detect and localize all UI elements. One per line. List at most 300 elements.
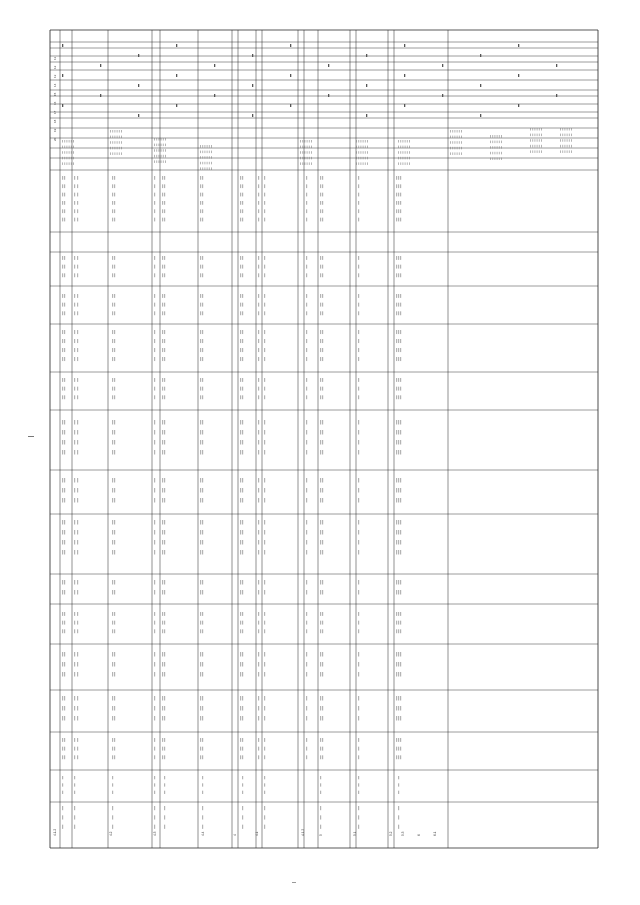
scanned-text-mark <box>398 311 399 315</box>
scanned-text-mark <box>74 662 75 667</box>
scanned-text-mark <box>242 430 243 435</box>
scanned-text-mark <box>258 450 259 455</box>
scanned-text-mark <box>154 783 155 786</box>
scanned-text-mark <box>264 629 265 633</box>
scanned-text-mark <box>306 450 307 455</box>
scanned-text-mark <box>459 130 460 133</box>
scanned-text-mark <box>396 738 397 742</box>
scanned-text-mark <box>204 167 205 170</box>
scanned-text-mark <box>161 155 162 158</box>
scanned-text-mark <box>499 141 500 144</box>
scanned-text-mark <box>202 303 203 307</box>
scanned-text-mark <box>300 140 301 143</box>
scanned-text-mark <box>202 662 203 667</box>
scanned-text-mark <box>358 265 359 269</box>
scanned-text-mark <box>320 716 321 721</box>
scanned-text-mark <box>114 696 115 701</box>
scanned-text-mark <box>530 150 531 153</box>
scanned-text-mark <box>240 590 241 595</box>
scanned-text-mark <box>358 256 359 260</box>
scanned-text-mark <box>264 696 265 701</box>
scanned-text-mark <box>154 747 155 751</box>
scanned-text-mark <box>74 815 75 819</box>
scanned-text-mark <box>112 330 113 334</box>
scanned-text-mark <box>176 44 177 47</box>
scanned-text-mark <box>200 201 201 205</box>
scanned-text-mark <box>202 387 203 391</box>
scanned-text-mark <box>64 706 65 711</box>
scanned-text-mark <box>64 348 65 352</box>
scanned-text-mark <box>242 738 243 742</box>
scanned-text-mark <box>202 430 203 435</box>
scanned-text-mark <box>242 662 243 667</box>
scanned-text-mark <box>300 157 301 160</box>
scanned-text-mark <box>207 156 208 159</box>
scanned-text-mark <box>400 550 401 555</box>
scanned-text-mark <box>398 747 399 751</box>
scanned-text-mark <box>200 378 201 382</box>
scanned-text-mark <box>320 747 321 751</box>
scanned-text-mark <box>398 612 399 616</box>
scanned-text-mark <box>398 478 399 483</box>
scanned-text-mark <box>539 139 540 142</box>
scanned-text-mark <box>240 218 241 222</box>
scanned-text-mark <box>404 104 405 107</box>
scanned-text-mark <box>62 530 63 535</box>
scanned-text-mark <box>74 791 75 794</box>
scanned-text-mark <box>461 147 462 150</box>
scanned-text-mark <box>307 157 308 160</box>
scanned-text-mark <box>202 145 203 148</box>
scanned-text-mark <box>400 440 401 445</box>
scanned-text-mark <box>77 209 78 213</box>
scanned-text-mark <box>154 815 155 819</box>
scanned-text-mark <box>71 162 72 165</box>
scanned-text-mark <box>200 706 201 711</box>
scanned-text-mark <box>571 128 572 131</box>
scanned-text-mark <box>114 612 115 616</box>
scanned-text-mark <box>74 378 75 382</box>
scanned-text-mark <box>304 157 305 160</box>
scanned-text-mark <box>64 621 65 625</box>
scanned-text-mark <box>240 488 241 493</box>
scanned-text-mark <box>164 791 165 794</box>
scanned-text-mark <box>64 311 65 315</box>
scanned-text-mark <box>154 672 155 677</box>
scanned-text-mark <box>69 157 70 160</box>
scanned-text-mark <box>112 348 113 352</box>
scanned-text-mark <box>398 146 399 149</box>
scanned-text-mark <box>322 357 323 361</box>
scanned-text-mark <box>112 806 113 810</box>
scanned-text-mark <box>64 716 65 721</box>
scanned-text-mark <box>77 339 78 343</box>
scanned-text-mark <box>311 146 312 149</box>
scanned-text-mark <box>258 621 259 625</box>
scanned-text-mark <box>400 652 401 657</box>
scanned-text-mark <box>202 755 203 759</box>
scanned-text-mark <box>396 176 397 180</box>
scanned-text-mark <box>62 791 63 794</box>
scanned-text-mark <box>400 256 401 260</box>
scanned-text-mark <box>258 265 259 269</box>
scanned-text-mark <box>320 387 321 391</box>
scanned-text-mark <box>77 176 78 180</box>
scanned-text-mark <box>306 590 307 595</box>
scanned-text-mark <box>112 783 113 786</box>
scanned-text-mark <box>457 141 458 144</box>
scanned-text-mark <box>114 294 115 298</box>
scanned-text-mark <box>62 706 63 711</box>
scanned-text-mark <box>77 590 78 595</box>
scanned-text-mark <box>264 550 265 555</box>
scanned-text-mark <box>114 580 115 585</box>
scanned-text-mark <box>74 395 75 399</box>
scanned-text-mark <box>62 140 63 143</box>
table-header-text <box>53 57 57 141</box>
scanned-text-mark <box>154 716 155 721</box>
scanned-text-mark <box>358 348 359 352</box>
scanned-text-mark <box>202 420 203 425</box>
scanned-text-mark <box>74 590 75 595</box>
scanned-text-mark <box>154 520 155 525</box>
scanned-text-mark <box>77 378 78 382</box>
scanned-text-mark <box>200 294 201 298</box>
scanned-text-mark <box>264 256 265 260</box>
scanned-text-mark <box>200 696 201 701</box>
scanned-text-mark <box>202 294 203 298</box>
scanned-text-mark <box>541 134 542 137</box>
scanned-text-mark <box>112 747 113 751</box>
scanned-text-mark <box>74 550 75 555</box>
scanned-text-mark <box>64 738 65 742</box>
scanned-text-mark <box>398 256 399 260</box>
scanned-text-mark <box>202 311 203 315</box>
scanned-text-mark <box>497 152 498 155</box>
scanned-text-mark <box>112 716 113 721</box>
scanned-text-mark <box>114 672 115 677</box>
scanned-text-mark <box>258 273 259 277</box>
scanned-text-mark <box>164 450 165 455</box>
scanned-text-mark <box>264 488 265 493</box>
scanned-text-mark <box>320 783 321 786</box>
scanned-text-mark <box>114 130 115 133</box>
scanned-text-mark <box>164 201 165 205</box>
scanned-text-mark <box>112 176 113 180</box>
scanned-text-mark <box>499 152 500 155</box>
scanned-text-mark <box>398 176 399 180</box>
scanned-text-mark <box>112 450 113 455</box>
scanned-text-mark <box>322 716 323 721</box>
scanned-text-mark <box>300 151 301 154</box>
scanned-text-mark <box>454 147 455 150</box>
scanned-text-mark <box>240 755 241 759</box>
scanned-text-mark <box>162 387 163 391</box>
scanned-text-mark <box>117 141 118 144</box>
scanned-text-mark <box>114 273 115 277</box>
scanned-text-mark <box>242 580 243 585</box>
scanned-text-mark <box>74 348 75 352</box>
scanned-text-mark <box>162 706 163 711</box>
scanned-text-mark <box>200 590 201 595</box>
scanned-text-mark <box>77 184 78 188</box>
scanned-text-mark <box>322 294 323 298</box>
scanned-text-mark <box>306 716 307 721</box>
scanned-text-mark <box>242 348 243 352</box>
scanned-text-mark <box>62 621 63 625</box>
scanned-text-mark <box>164 395 165 399</box>
scanned-text-mark <box>164 662 165 667</box>
scanned-text-mark <box>77 387 78 391</box>
scanned-text-mark <box>64 330 65 334</box>
scanned-text-mark <box>62 612 63 616</box>
scanned-text-mark <box>490 157 491 160</box>
scanned-text-mark <box>396 612 397 616</box>
scanned-text-mark <box>77 706 78 711</box>
column-header: 15 <box>53 92 57 96</box>
scanned-text-mark <box>74 530 75 535</box>
scanned-text-mark <box>358 478 359 483</box>
scanned-text-mark <box>306 629 307 633</box>
scanned-text-mark <box>112 825 113 829</box>
scanned-text-mark <box>398 621 399 625</box>
scanned-text-mark <box>74 706 75 711</box>
scanned-text-mark <box>322 612 323 616</box>
scanned-text-mark <box>202 747 203 751</box>
scanned-text-mark <box>162 550 163 555</box>
scanned-text-mark <box>162 478 163 483</box>
scanned-text-mark <box>202 738 203 742</box>
scanned-text-mark <box>442 64 443 67</box>
scanned-text-mark <box>398 339 399 343</box>
scanned-text-mark <box>398 716 399 721</box>
scanned-text-mark <box>400 716 401 721</box>
scanned-text-mark <box>71 140 72 143</box>
scanned-text-mark <box>398 488 399 493</box>
scanned-text-mark <box>165 155 166 158</box>
scanned-text-mark <box>154 348 155 352</box>
scanned-text-mark <box>497 157 498 160</box>
scanned-text-mark <box>398 357 399 361</box>
scanned-text-mark <box>164 357 165 361</box>
scanned-text-mark <box>562 128 563 131</box>
section-number: 5.2 <box>389 831 393 836</box>
scanned-text-mark <box>114 152 115 155</box>
scanned-text-mark <box>398 662 399 667</box>
scanned-text-mark <box>242 450 243 455</box>
scanned-text-mark <box>532 134 533 137</box>
scanned-text-mark <box>398 440 399 445</box>
scanned-text-mark <box>398 530 399 535</box>
scanned-text-mark <box>112 147 113 150</box>
scanned-text-mark <box>164 273 165 277</box>
scanned-text-mark <box>114 652 115 657</box>
scanned-text-mark <box>162 440 163 445</box>
scanned-text-mark <box>356 146 357 149</box>
scanned-text-mark <box>258 706 259 711</box>
scanned-text-mark <box>114 629 115 633</box>
scanned-text-mark <box>320 488 321 493</box>
scanned-text-mark <box>114 330 115 334</box>
scanned-text-mark <box>242 498 243 503</box>
scanned-text-mark <box>240 209 241 213</box>
scanned-text-mark <box>200 339 201 343</box>
scanned-text-mark <box>62 776 63 779</box>
scanned-text-mark <box>100 64 101 67</box>
scanned-text-mark <box>154 540 155 545</box>
scanned-text-mark <box>242 696 243 701</box>
scanned-text-mark <box>304 140 305 143</box>
scanned-text-mark <box>405 146 406 149</box>
scanned-text-mark <box>62 218 63 222</box>
scanned-text-mark <box>400 151 401 154</box>
scanned-text-mark <box>154 706 155 711</box>
scanned-text-mark <box>114 311 115 315</box>
scanned-text-mark <box>200 520 201 525</box>
scanned-text-mark <box>121 152 122 155</box>
scanned-text-mark <box>322 580 323 585</box>
scanned-text-mark <box>154 580 155 585</box>
scanned-text-mark <box>264 498 265 503</box>
scanned-text-mark <box>162 580 163 585</box>
scanned-text-mark <box>567 128 568 131</box>
scanned-text-mark <box>396 498 397 503</box>
scanned-text-mark <box>242 357 243 361</box>
scanned-text-mark <box>322 339 323 343</box>
scanned-text-mark <box>74 783 75 786</box>
scanned-text-mark <box>202 815 203 819</box>
scanned-text-mark <box>242 256 243 260</box>
scanned-text-mark <box>74 201 75 205</box>
scanned-text-mark <box>396 550 397 555</box>
scanned-text-mark <box>162 357 163 361</box>
scanned-text-mark <box>114 662 115 667</box>
scanned-text-mark <box>258 387 259 391</box>
scanned-text-mark <box>62 395 63 399</box>
scanned-text-mark <box>74 273 75 277</box>
scanned-text-mark <box>264 662 265 667</box>
scanned-text-mark <box>306 378 307 382</box>
scanned-text-mark <box>156 138 157 141</box>
scanned-text-mark <box>114 621 115 625</box>
scanned-text-mark <box>320 662 321 667</box>
scanned-text-mark <box>309 162 310 165</box>
scanned-text-mark <box>398 151 399 154</box>
scanned-text-mark <box>264 265 265 269</box>
scanned-text-mark <box>202 162 203 165</box>
scanned-text-mark <box>162 696 163 701</box>
scanned-text-mark <box>306 520 307 525</box>
scanned-text-mark <box>398 330 399 334</box>
scanned-text-mark <box>398 193 399 197</box>
scanned-text-mark <box>242 265 243 269</box>
scanned-text-mark <box>492 152 493 155</box>
scanned-text-mark <box>537 134 538 137</box>
scanned-text-mark <box>62 825 63 829</box>
scanned-text-mark <box>530 134 531 137</box>
scanned-text-mark <box>409 151 410 154</box>
scanned-text-mark <box>202 395 203 399</box>
scanned-text-mark <box>358 530 359 535</box>
scanned-text-mark <box>569 150 570 153</box>
scanned-text-mark <box>164 520 165 525</box>
scanned-text-mark <box>119 141 120 144</box>
scanned-text-mark <box>358 825 359 829</box>
scanned-text-mark <box>396 747 397 751</box>
scanned-text-mark <box>71 157 72 160</box>
scanned-text-mark <box>77 348 78 352</box>
scanned-text-mark <box>358 696 359 701</box>
scanned-text-mark <box>121 136 122 139</box>
scanned-text-mark <box>242 590 243 595</box>
scanned-text-mark <box>161 138 162 141</box>
scanned-text-mark <box>302 140 303 143</box>
scanned-text-mark <box>154 176 155 180</box>
scanned-text-mark <box>358 783 359 786</box>
scanned-text-mark <box>402 151 403 154</box>
scanned-text-mark <box>154 621 155 625</box>
scanned-text-mark <box>320 420 321 425</box>
scanned-text-mark <box>320 256 321 260</box>
scanned-text-mark <box>320 621 321 625</box>
scanned-text-mark <box>242 776 243 779</box>
scanned-text-mark <box>240 294 241 298</box>
scanned-text-mark <box>240 450 241 455</box>
scanned-text-mark <box>74 193 75 197</box>
scanned-text-mark <box>162 176 163 180</box>
scanned-text-mark <box>64 357 65 361</box>
scanned-text-mark <box>560 150 561 153</box>
scanned-text-mark <box>534 128 535 131</box>
scanned-text-mark <box>560 139 561 142</box>
scanned-text-mark <box>400 157 401 160</box>
scanned-text-mark <box>74 176 75 180</box>
scanned-text-mark <box>64 440 65 445</box>
scanned-text-mark <box>154 294 155 298</box>
scanned-text-mark <box>322 209 323 213</box>
scanned-text-mark <box>306 265 307 269</box>
scanned-text-mark <box>366 84 367 87</box>
scanned-text-mark <box>154 256 155 260</box>
scanned-text-mark <box>365 157 366 160</box>
scanned-text-mark <box>497 141 498 144</box>
scanned-text-mark <box>320 430 321 435</box>
scanned-text-mark <box>211 167 212 170</box>
scanned-text-mark <box>114 440 115 445</box>
scanned-text-mark <box>258 420 259 425</box>
scanned-text-mark <box>322 273 323 277</box>
bottom-mark <box>292 882 296 883</box>
scanned-text-mark <box>264 193 265 197</box>
scanned-text-mark <box>322 652 323 657</box>
scanned-text-mark <box>164 498 165 503</box>
scanned-text-mark <box>258 488 259 493</box>
scanned-text-mark <box>450 147 451 150</box>
scanned-text-mark <box>240 201 241 205</box>
scanned-text-mark <box>242 530 243 535</box>
scanned-text-mark <box>62 357 63 361</box>
section-number: 4.1.2 <box>301 828 305 836</box>
scanned-text-mark <box>200 184 201 188</box>
scanned-text-mark <box>365 140 366 143</box>
scanned-text-mark <box>154 652 155 657</box>
scanned-text-mark <box>202 783 203 786</box>
scanned-text-mark <box>110 130 111 133</box>
scanned-text-mark <box>534 139 535 142</box>
scanned-text-mark <box>402 146 403 149</box>
scanned-text-mark <box>564 150 565 153</box>
scanned-text-mark <box>306 530 307 535</box>
